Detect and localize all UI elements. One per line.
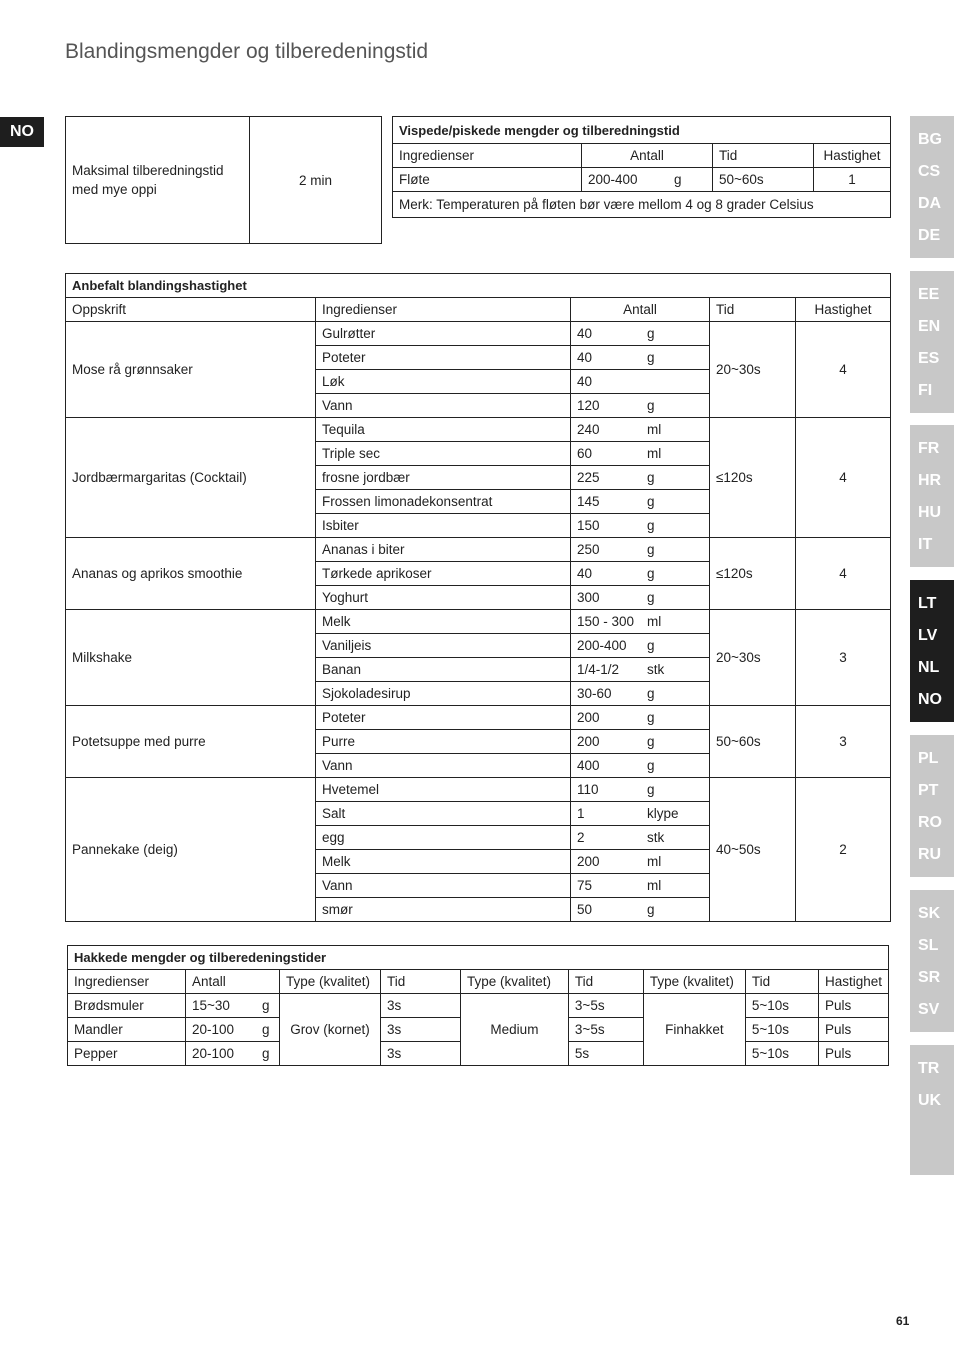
amount-unit: g (647, 710, 655, 725)
ingredient-cell: Sjokoladesirup (316, 682, 571, 706)
whip-header-ingredients: Ingredienser (393, 144, 582, 168)
amount-cell (571, 370, 710, 394)
recipe-time: 20~30s (710, 610, 796, 706)
ingredient-cell: Poteter (316, 706, 571, 730)
recipe-name: Pannekake (deig) (66, 778, 316, 922)
amount-cell (571, 346, 710, 370)
ingredient-cell: Vann (316, 754, 571, 778)
amount-value: 20-100 (191, 1046, 235, 1061)
recipe-name: Milkshake (66, 610, 316, 706)
chop-table-title: Hakkede mengder og tilberedeningstider (68, 946, 889, 970)
amount-cell (571, 490, 710, 514)
whip-speed: 1 (814, 168, 891, 192)
amount-unit: g (647, 398, 655, 413)
chop-ingredient: Pepper (68, 1042, 186, 1066)
amount-value: 15~30 (191, 998, 230, 1013)
ingredient-cell: Vann (316, 874, 571, 898)
amount-value: 240 (577, 422, 600, 437)
amount-value: 120 (577, 398, 600, 413)
ingredient-cell: Frossen limonadekonsentrat (316, 490, 571, 514)
mix-header-amount: Antall (571, 298, 710, 322)
amount-unit: ml (647, 614, 662, 629)
amount-unit: g (647, 494, 655, 509)
chop-time-medium: 5s (568, 1042, 643, 1066)
amount-value: 200 (577, 734, 600, 749)
amount-cell (571, 322, 710, 346)
amount-cell (571, 562, 710, 586)
page-number: 61 (896, 1314, 910, 1328)
amount-cell (571, 586, 710, 610)
amount-cell (571, 610, 710, 634)
recipe-time: ≤120s (710, 538, 796, 610)
language-item-it[interactable]: IT (918, 536, 933, 553)
language-item-hu[interactable]: HU (918, 504, 942, 521)
page-title: Blandingsmengder og tilberedeningstid (65, 40, 429, 63)
amount-value: 20-100 (191, 1022, 235, 1037)
language-item-de[interactable]: DE (918, 227, 941, 244)
table-row (66, 778, 891, 802)
ingredient-cell: Gulrøtter (316, 322, 571, 346)
amount-value: 300 (577, 590, 600, 605)
chop-amount (185, 1042, 279, 1066)
language-item-ee[interactable]: EE (918, 286, 940, 303)
amount-unit: stk (647, 662, 665, 677)
ingredient-cell: Vaniljeis (316, 634, 571, 658)
amount-cell (571, 706, 710, 730)
amount-unit: g (647, 782, 655, 797)
language-group (910, 425, 954, 567)
language-group (910, 580, 954, 722)
chop-time-fine: 5~10s (745, 994, 818, 1018)
chop-time-fine: 5~10s (745, 1018, 818, 1042)
amount-unit: g (647, 686, 655, 701)
amount-value: 50 (577, 902, 593, 917)
ingredient-cell: Løk (316, 370, 571, 394)
amount-cell (571, 466, 710, 490)
recipe-name: Mose rå grønnsaker (66, 322, 316, 418)
language-item-pl[interactable]: PL (918, 750, 939, 767)
chop-ingredient: Brødsmuler (68, 994, 186, 1018)
language-item-fi[interactable]: FI (918, 382, 933, 399)
mix-header-recipe: Oppskrift (66, 298, 316, 322)
amount-cell (571, 778, 710, 802)
amount-value: 60 (577, 446, 593, 461)
recipe-speed: 4 (796, 418, 891, 538)
chop-header-time-3: Tid (745, 970, 818, 994)
amount-value: 1/4-1/2 (577, 662, 620, 677)
language-item-fr[interactable]: FR (918, 440, 940, 457)
amount-cell (571, 874, 710, 898)
amount-unit: g (261, 998, 270, 1013)
whip-header-amount: Antall (582, 144, 713, 168)
language-item-en[interactable]: EN (918, 318, 941, 335)
recipe-speed: 4 (796, 538, 891, 610)
chop-header-time-1: Tid (380, 970, 460, 994)
language-item-cs[interactable]: CS (918, 163, 941, 180)
max-time-table (65, 116, 382, 244)
amount-cell (571, 634, 710, 658)
recipe-name: Jordbærmargaritas (Cocktail) (66, 418, 316, 538)
amount-unit: g (647, 518, 655, 533)
amount-value: 40 (577, 326, 593, 341)
amount-value: 200-400 (577, 638, 627, 653)
chop-header-ingredients: Ingredienser (68, 970, 186, 994)
chop-header-type-1: Type (kvalitet) (279, 970, 380, 994)
table-row (66, 538, 891, 562)
amount-unit: ml (647, 422, 662, 437)
amount-value: 150 - 300 (577, 614, 635, 629)
recipe-name: Ananas og aprikos smoothie (66, 538, 316, 610)
amount-value: 75 (577, 878, 593, 893)
amount-unit: ml (647, 878, 662, 893)
chop-amount (185, 994, 279, 1018)
amount-value: 40 (577, 566, 593, 581)
language-group (910, 116, 954, 258)
recipe-time: 20~30s (710, 322, 796, 418)
language-group (910, 271, 954, 413)
amount-cell (571, 850, 710, 874)
chop-time-fine: 5~10s (745, 1042, 818, 1066)
table-row (68, 994, 889, 1018)
whip-table-title: Vispede/piskede mengder og tilberedningstid (393, 117, 891, 144)
chop-speed: Puls (818, 994, 888, 1018)
max-time-label: Maksimal tilberedningstid med mye oppi (66, 117, 250, 244)
recipe-time: 40~50s (710, 778, 796, 922)
whip-amount (582, 168, 713, 192)
chop-time-medium: 3~5s (568, 1018, 643, 1042)
amount-value: 225 (577, 470, 600, 485)
chop-header-amount: Antall (185, 970, 279, 994)
language-item-lt[interactable]: LT (918, 595, 937, 612)
whip-amount-value: 200-400 (588, 172, 638, 187)
language-group (910, 1045, 954, 1175)
amount-cell (571, 658, 710, 682)
chop-header-speed: Hastighet (818, 970, 888, 994)
ingredient-cell: frosne jordbær (316, 466, 571, 490)
amount-unit: g (647, 638, 655, 653)
amount-cell (571, 418, 710, 442)
ingredient-cell: Banan (316, 658, 571, 682)
recipe-time: 50~60s (710, 706, 796, 778)
mix-table-title: Anbefalt blandingshastighet (66, 274, 891, 298)
amount-value: 2 (577, 830, 585, 845)
language-group (910, 890, 954, 1032)
amount-unit: ml (647, 446, 662, 461)
recipe-speed: 2 (796, 778, 891, 922)
recipe-time: ≤120s (710, 418, 796, 538)
language-item-es[interactable]: ES (918, 350, 940, 367)
chop-time-medium: 3~5s (568, 994, 643, 1018)
amount-unit: g (647, 326, 655, 341)
chop-header-type-2: Type (kvalitet) (460, 970, 568, 994)
language-item-ro[interactable]: RO (918, 814, 942, 831)
amount-unit: g (647, 566, 655, 581)
recipe-speed: 4 (796, 322, 891, 418)
chop-type-medium: Medium (460, 994, 568, 1066)
amount-cell (571, 730, 710, 754)
amount-cell (571, 514, 710, 538)
amount-unit: g (647, 470, 655, 485)
recipe-name: Potetsuppe med purre (66, 706, 316, 778)
ingredient-cell: Purre (316, 730, 571, 754)
amount-unit: g (647, 734, 655, 749)
chop-time-coarse: 3s (380, 1018, 460, 1042)
amount-cell (571, 538, 710, 562)
amount-value: 110 (577, 782, 599, 797)
language-item-pt[interactable]: PT (918, 782, 939, 799)
language-item-sv[interactable]: SV (918, 1001, 940, 1018)
language-item-no[interactable]: NO (918, 691, 942, 708)
amount-cell (571, 802, 710, 826)
chop-ingredient: Mandler (68, 1018, 186, 1042)
language-item-bg[interactable]: BG (918, 131, 942, 148)
language-badge: NO (0, 117, 44, 147)
table-row (66, 610, 891, 634)
amount-unit: g (647, 350, 655, 365)
amount-value: 250 (577, 542, 600, 557)
chop-header-time-2: Tid (568, 970, 643, 994)
amount-cell (571, 826, 710, 850)
amount-value: 1 (577, 806, 585, 821)
whip-note: Merk: Temperaturen på fløten bør være mellom 4 og 8 grader Celsius (393, 192, 891, 218)
mix-header-time: Tid (710, 298, 796, 322)
amount-cell (571, 898, 710, 922)
amount-value: 400 (577, 758, 600, 773)
whip-header-time: Tid (713, 144, 814, 168)
language-item-lv[interactable]: LV (918, 627, 938, 644)
whip-ingredient: Fløte (393, 168, 582, 192)
amount-value: 200 (577, 854, 600, 869)
amount-unit: g (261, 1046, 270, 1061)
chop-time-coarse: 3s (380, 994, 460, 1018)
amount-unit: g (647, 902, 655, 917)
chop-header-type-3: Type (kvalitet) (643, 970, 745, 994)
language-item-hr[interactable]: HR (918, 472, 942, 489)
amount-unit: ml (647, 854, 662, 869)
ingredient-cell: egg (316, 826, 571, 850)
chop-table (67, 945, 889, 1066)
amount-unit: g (647, 758, 655, 773)
language-item-ru[interactable]: RU (918, 846, 942, 863)
ingredient-cell: Hvetemel (316, 778, 571, 802)
amount-unit: g (647, 542, 655, 557)
amount-unit: klype (647, 806, 679, 821)
amount-value: 150 (577, 518, 600, 533)
amount-unit: g (261, 1022, 270, 1037)
chop-type-coarse: Grov (kornet) (279, 994, 380, 1066)
recipe-speed: 3 (796, 610, 891, 706)
ingredient-cell: Ananas i biter (316, 538, 571, 562)
amount-cell (571, 754, 710, 778)
language-item-sl[interactable]: SL (918, 937, 939, 954)
mix-header-ingredients: Ingredienser (316, 298, 571, 322)
amount-unit: stk (647, 830, 665, 845)
whip-header-speed: Hastighet (814, 144, 891, 168)
table-row (66, 322, 891, 346)
language-item-da[interactable]: DA (918, 195, 942, 212)
chop-time-coarse: 3s (380, 1042, 460, 1066)
ingredient-cell: Melk (316, 850, 571, 874)
language-item-tr[interactable]: TR (918, 1060, 940, 1077)
chop-speed: Puls (818, 1018, 888, 1042)
amount-value: 30-60 (577, 686, 612, 701)
language-item-uk[interactable]: UK (918, 1092, 942, 1109)
amount-value: 200 (577, 710, 600, 725)
ingredient-cell: Triple sec (316, 442, 571, 466)
language-item-sr[interactable]: SR (918, 969, 941, 986)
ingredient-cell: Vann (316, 394, 571, 418)
chop-amount (185, 1018, 279, 1042)
mix-header-speed: Hastighet (796, 298, 891, 322)
amount-value: 40 (577, 350, 593, 365)
language-group (910, 735, 954, 877)
whip-time: 50~60s (713, 168, 814, 192)
table-row (66, 706, 891, 730)
whip-table (392, 116, 891, 218)
amount-value: 145 (577, 494, 600, 509)
ingredient-cell: Tequila (316, 418, 571, 442)
ingredient-cell: Isbiter (316, 514, 571, 538)
amount-unit: g (647, 590, 655, 605)
max-time-value: 2 min (250, 117, 382, 244)
language-item-sk[interactable]: SK (918, 905, 941, 922)
ingredient-cell: Melk (316, 610, 571, 634)
amount-cell (571, 394, 710, 418)
ingredient-cell: smør (316, 898, 571, 922)
chop-speed: Puls (818, 1042, 888, 1066)
whip-amount-unit: g (674, 172, 682, 187)
amount-cell (571, 442, 710, 466)
ingredient-cell: Salt (316, 802, 571, 826)
ingredient-cell: Tørkede aprikoser (316, 562, 571, 586)
amount-value: 40 (577, 374, 593, 389)
language-item-nl[interactable]: NL (918, 659, 940, 676)
mix-table (65, 273, 891, 922)
ingredient-cell: Poteter (316, 346, 571, 370)
amount-cell (571, 682, 710, 706)
table-row (66, 418, 891, 442)
chop-type-fine: Finhakket (643, 994, 745, 1066)
ingredient-cell: Yoghurt (316, 586, 571, 610)
recipe-speed: 3 (796, 706, 891, 778)
